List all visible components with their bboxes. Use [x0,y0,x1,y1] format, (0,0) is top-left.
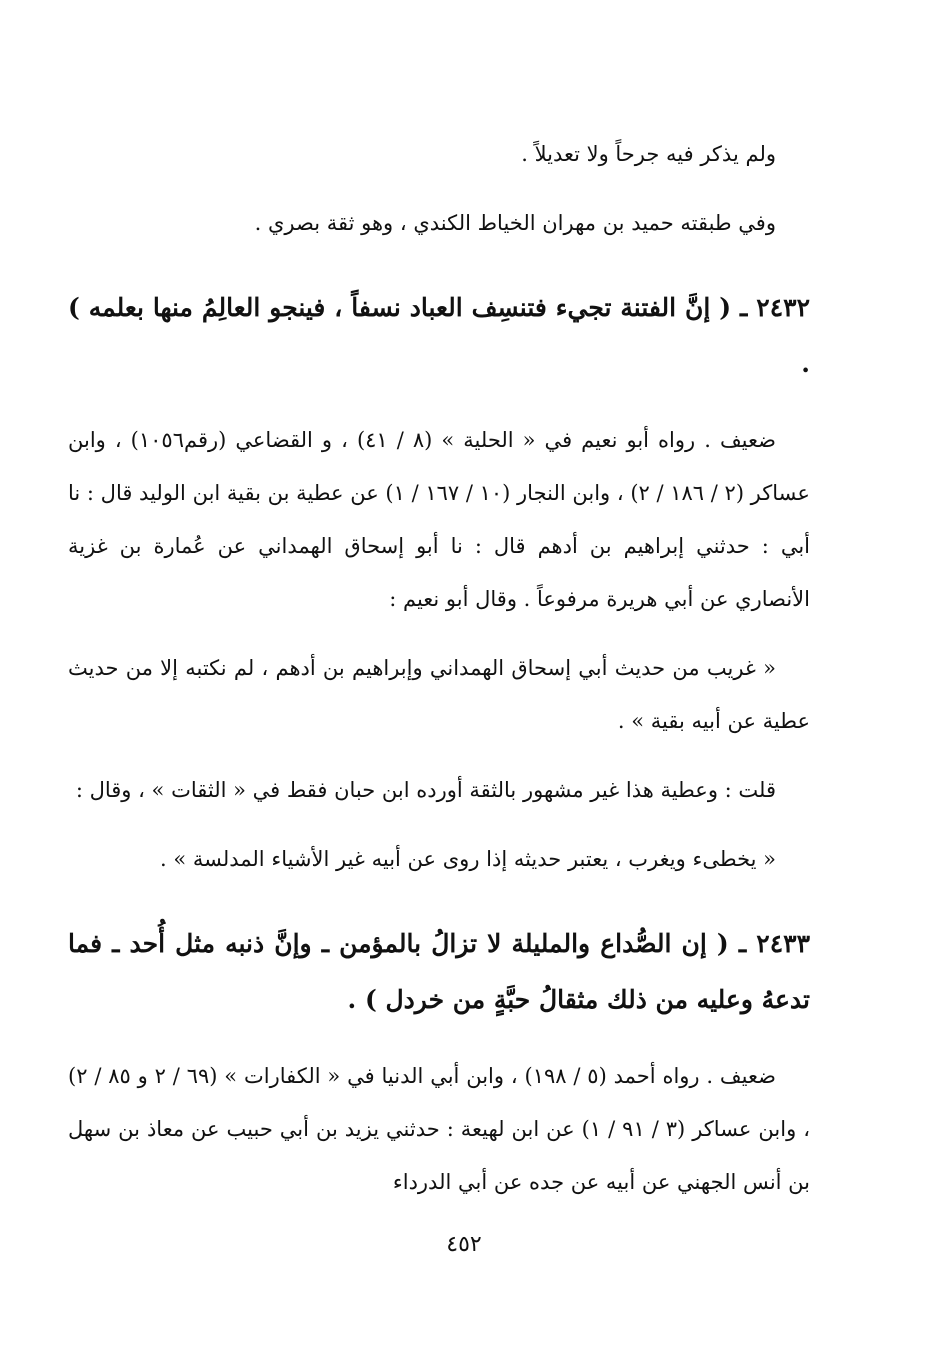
hadith-comment-2432: قلت : وعطية هذا غير مشهور بالثقة أورده ابن حبان فقط في « الثقات » ، وقال : [75,778,776,802]
hadith-entry-2432 [68,280,810,886]
hadith-entry-2433 [68,916,810,1209]
hadith-quote-2432: « غريب من حديث أبي إسحاق الهمداني وإبراهيم بن أدهم ، لم نكتبه إلا من حديث عطية عن أبيه بقية » . [68,656,810,733]
hadith-quote2-2432: « يخطىء ويغرب ، يعتبر حديثه إذا روى عن أبيه غير الأشياء المدلسة » . [159,847,776,871]
hadith-takhrij-2433: ضعيف . رواه أحمد (٥ / ١٩٨) ، وابن أبي الدنيا في « الكفارات » (٦٩ / ٢ و ٨٥ / ٢) ، وابن عساكر (٣ / ٩١ / ١) عن ابن لهيعة : حدثني يزيد بن أبي حبيب عن معاذ بن سهل بن أنس الجهني عن أبيه عن جده عن أبي الدرداء [68,1064,810,1194]
hadith-heading-2433: ٢٤٣٣ ـ ( إن الصُّداع والمليلة لا تزالُ بالمؤمن ـ وإنَّ ذنبه مثل أُحد ـ فما تدعهُ وعليه من ذلك مثقالُ حبَّةٍ من خردل ) . [68,929,810,1014]
hadith-takhrij-2432: ضعيف . رواه أبو نعيم في « الحلية » (٨ / ٤١) ، و القضاعي (رقم١٠٥٦) ، وابن عساكر (٢ / ١٨٦ / ٢) ، وابن النجار (١٠ / ١٦٧ / ١) عن عطية بن بقية ابن الوليد قال : نا أبي : حدثني إبراهيم بن أدهم قال : نا أبو إسحاق الهمداني عن عُمارة بن غزية الأنصاري عن أبي هريرة مرفوعاً . وقال أبو نعيم : [68,428,810,611]
paragraph-tabaqah: وفي طبقته حميد بن مهران الخياط الكندي ، وهو ثقة بصري . [254,211,776,235]
hadith-heading-2432: ٢٤٣٢ ـ ( إنَّ الفتنة تجيء فتنسِف العباد نسفاً ، فينجو العالِمُ منها بعلمه ) . [68,293,810,378]
paragraph-no-jarh: ولم يذكر فيه جرحاً ولا تعديلاً . [521,142,776,166]
book-page [68,128,810,1358]
page-number: ٤٥٢ [446,1232,482,1257]
